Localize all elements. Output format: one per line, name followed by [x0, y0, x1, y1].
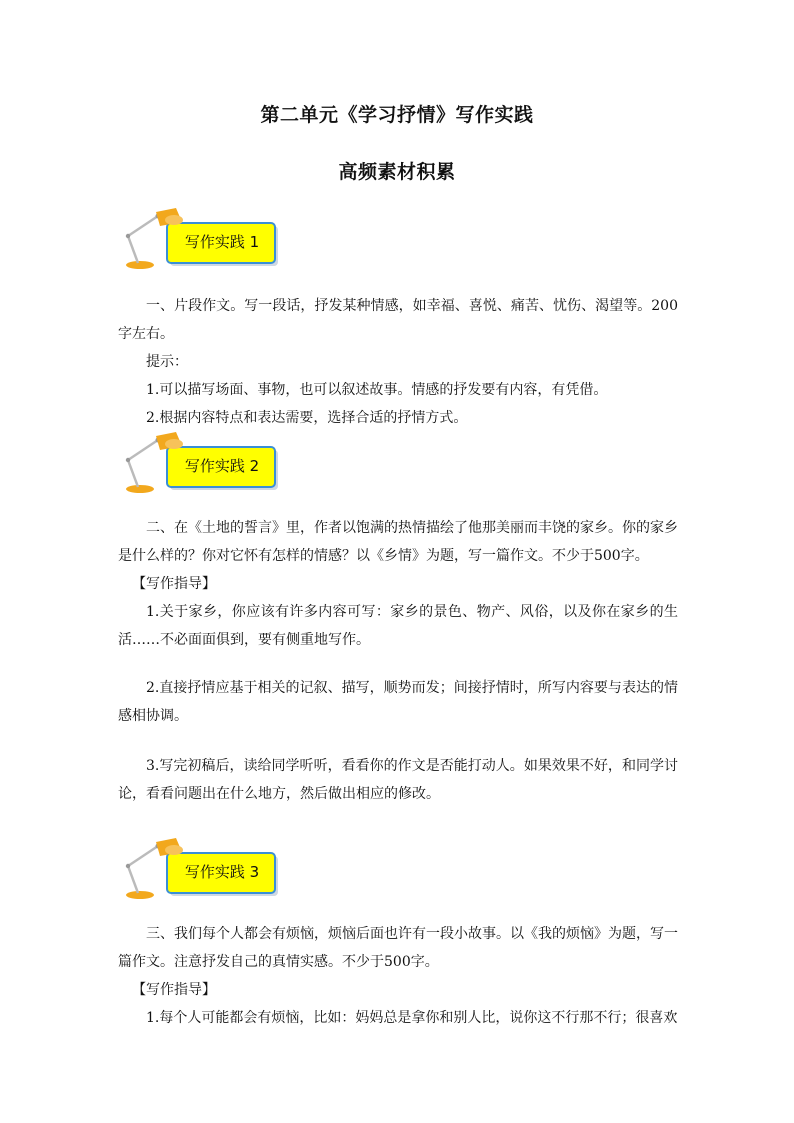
page-subtitle: 高频素材积累	[338, 161, 456, 183]
section1-hint-label: 提示：	[146, 354, 188, 370]
page-title: 第二单元《学习抒情》写作实践	[260, 104, 534, 126]
section-badge-2	[120, 432, 290, 494]
section2-guide-label: 【写作指导】	[132, 576, 216, 592]
section2-prompt: 二、在《土地的誓言》里，作者以饱满的热情描绘了他那美丽而丰饶的家乡。你的家乡是什么样的？你对它怀有怎样的情感？以《乡情》为题，写一篇作文。不少于500字。	[118, 520, 678, 564]
section3-guide-1: 1.每个人可能都会有烦恼，比如：妈妈总是拿你和别人比，说你这不行那不行；很喜欢	[146, 1010, 678, 1026]
section2-guide-3: 3.写完初稿后，读给同学听听，看看你的作文是否能打动人。如果效果不好，和同学讨论，看看问题出在什么地方，然后做出相应的修改。	[118, 758, 678, 802]
section1-prompt: 一、片段作文。写一段话，抒发某种情感，如幸福、喜悦、痛苦、忧伤、渴望等。200字左右。	[118, 298, 678, 342]
section-badge-3	[120, 838, 290, 900]
section1-hint-1: 1.可以描写场面、事物，也可以叙述故事。情感的抒发要有内容，有凭借。	[146, 382, 608, 398]
section2-guide-2: 2.直接抒情应基于相关的记叙、描写，顺势而发；间接抒情时，所写内容要与表达的情感相协调。	[118, 680, 678, 724]
section1-hint-2: 2.根据内容特点和表达需要，选择合适的抒情方式。	[146, 410, 468, 426]
section-badge-label: 写作实践 1	[184, 233, 260, 251]
section3-prompt: 三、我们每个人都会有烦恼，烦恼后面也许有一段小故事。以《我的烦恼》为题，写一篇作文。注意抒发自己的真情实感。不少于500字。	[118, 926, 678, 970]
section-badge-1	[120, 208, 290, 270]
section-badge-label: 写作实践 3	[184, 863, 260, 881]
section2-guide-1: 1.关于家乡，你应该有许多内容可写：家乡的景色、物产、风俗，以及你在家乡的生活……不必面面俱到，要有侧重地写作。	[118, 604, 678, 648]
section3-guide-label: 【写作指导】	[132, 982, 216, 998]
section-badge-label: 写作实践 2	[184, 457, 260, 475]
